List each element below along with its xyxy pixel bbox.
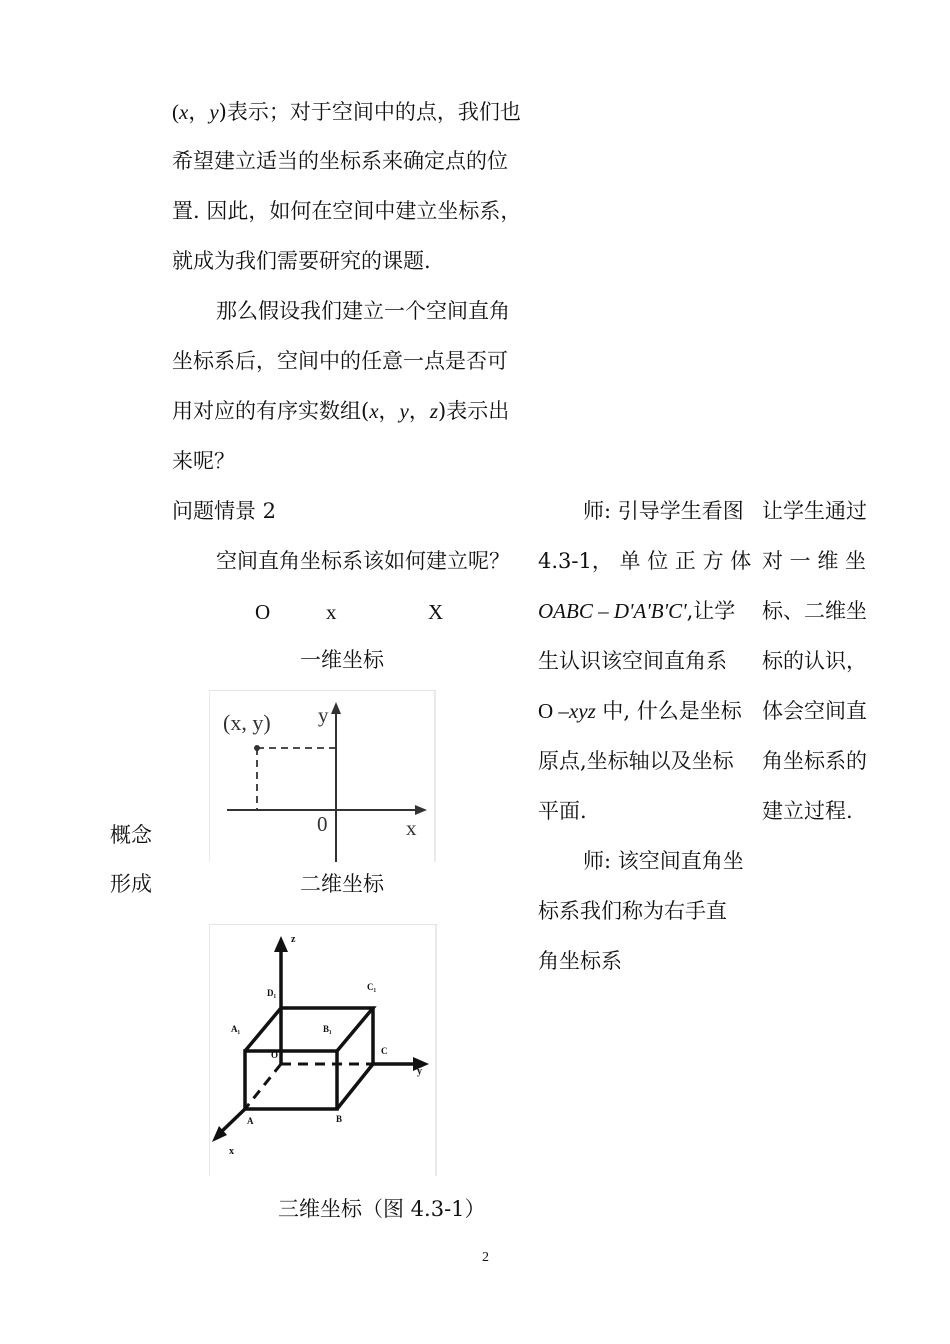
one-d-x-label: x — [326, 600, 337, 624]
teacher-line-9: 标系我们称为右手直 — [538, 899, 727, 923]
three-d-top-face — [245, 1008, 373, 1051]
two-d-caption: 二维坐标 — [300, 872, 384, 896]
intent-line-1: 让学生通过 — [762, 499, 867, 523]
intent-line-7: 建立过程. — [762, 799, 853, 823]
text-line-1: (x，y)表示；对于空间中的点，我们也 — [172, 100, 521, 124]
two-d-coordinate-figure — [209, 690, 436, 862]
text-line-3: 置. 因此，如何在空间中建立坐标系， — [172, 199, 522, 223]
teacher-line-8: 师: 该空间直角坐 — [583, 849, 744, 873]
situation-title: 问题情景 2 — [172, 499, 277, 523]
three-d-label-A: A — [247, 1116, 254, 1126]
teacher-line-3: OABC – D'A'B'C',让学 — [538, 599, 736, 623]
row-label-line-2: 形成 — [110, 872, 152, 896]
one-d-caption: 一维坐标 — [300, 648, 384, 672]
teacher-line-7: 平面. — [538, 799, 587, 823]
two-d-coordinate-svg — [209, 690, 436, 862]
text-line-2: 希望建立适当的坐标系来确定点的位 — [172, 149, 508, 173]
intent-line-2: 对 一 维 坐 — [762, 549, 867, 573]
text-line-7: 用对应的有序实数组(x，y，z)表示出 — [172, 399, 510, 423]
three-d-coordinate-figure — [209, 924, 437, 1176]
three-d-label-A1: A₁ — [231, 1024, 241, 1034]
three-d-label-C: C — [381, 1046, 388, 1056]
two-d-x-arrow — [415, 805, 427, 815]
teacher-line-2: 4.3-1， 单 位 正 方 体 — [538, 549, 752, 573]
three-d-label-O: O — [271, 1050, 279, 1060]
intent-line-3: 标、二维坐 — [762, 599, 867, 623]
text-line-5: 那么假设我们建立一个空间直角 — [216, 299, 510, 323]
two-d-origin-label: 0 — [317, 812, 328, 836]
text-line-6: 坐标系后，空间中的任意一点是否可 — [172, 349, 508, 373]
three-d-hidden-edge-oa — [245, 1064, 281, 1109]
teacher-line-6: 原点,坐标轴以及坐标 — [538, 749, 734, 773]
text-line-8: 来呢？ — [172, 449, 235, 473]
two-d-point-label: (x, y) — [223, 710, 271, 735]
three-d-label-D1: D₁ — [267, 988, 277, 998]
teacher-line-4: 生认识该空间直角系 — [538, 649, 727, 673]
question-text: 空间直角坐标系该如何建立呢？ — [216, 549, 510, 573]
three-d-z-label: z — [291, 934, 296, 945]
three-d-front-face — [245, 1051, 337, 1109]
two-d-y-arrow — [331, 702, 341, 714]
three-d-y-label: y — [417, 1066, 422, 1077]
three-d-caption: 三维坐标（图 4.3-1） — [278, 1197, 486, 1221]
teacher-line-5: O –xyz 中, 什么是坐标 — [538, 699, 742, 723]
three-d-label-B1: B₁ — [323, 1024, 332, 1034]
teacher-line-10: 角坐标系 — [538, 949, 622, 973]
intent-line-5: 体会空间直 — [762, 699, 867, 723]
text-line-4: 就成为我们需要研究的课题. — [172, 249, 431, 273]
three-d-z-arrow — [274, 936, 288, 952]
three-d-label-C1: C₁ — [367, 982, 377, 992]
two-d-point — [254, 745, 260, 751]
two-d-y-label: y — [318, 703, 329, 727]
three-d-label-B: B — [336, 1114, 343, 1124]
one-d-origin-label: O — [255, 600, 271, 624]
row-label-line-1: 概念 — [110, 823, 152, 847]
three-d-coordinate-svg — [209, 924, 437, 1176]
page-number: 2 — [482, 1250, 489, 1265]
intent-line-4: 标的认识， — [762, 649, 867, 673]
one-d-X-label: X — [428, 600, 444, 624]
intent-line-6: 角坐标系的 — [762, 749, 867, 773]
two-d-x-label: x — [406, 816, 417, 840]
three-d-right-face — [337, 1008, 373, 1109]
three-d-x-label: x — [229, 1146, 234, 1157]
teacher-line-1: 师: 引导学生看图 — [583, 499, 744, 523]
three-d-x-axis — [219, 1109, 245, 1134]
